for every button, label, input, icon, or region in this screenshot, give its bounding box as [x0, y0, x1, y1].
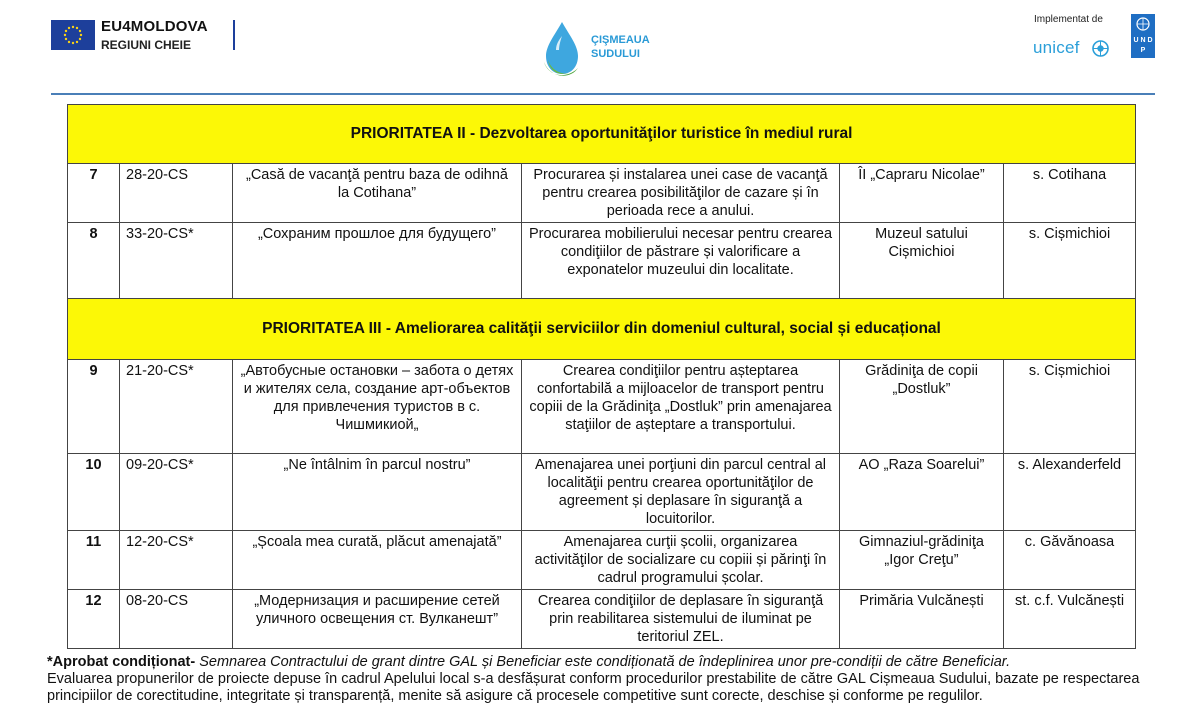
project-beneficiary: Muzeul satului Cișmichioi: [840, 223, 1004, 299]
table-row: [68, 164, 1136, 223]
row-number: 11: [68, 531, 120, 590]
eu-flag-icon: [51, 20, 95, 50]
row-number: 7: [68, 164, 120, 223]
project-description: Amenajarea curţii școlii, organizarea activităţilor de socializare cu copiii și părinţi în cadrul programului școlar.: [522, 531, 840, 590]
table-row: [68, 223, 1136, 299]
project-location: st. c.f. Vulcănești: [1004, 590, 1136, 649]
unicef-logo-text: unicef: [1033, 38, 1080, 57]
undp-letters: U N D P: [1133, 37, 1153, 54]
unicef-globe-icon: [1092, 40, 1109, 57]
eu4moldova-title: EU4MOLDOVA: [101, 18, 208, 35]
conditional-approval-text: Semnarea Contractului de grant dintre GAL și Beneficiar este condiționată de îndeplinirea unor pre-condiții de către Beneficiar.: [195, 654, 1011, 670]
project-beneficiary: Primăria Vulcănești: [840, 590, 1004, 649]
row-number: 10: [68, 454, 120, 531]
project-description: Amenajarea unei porţiuni din parcul central al localităţii pentru crearea oportunităţilor de agreement și deplasare în siguranţă a locuitorilor.: [522, 454, 840, 531]
evaluation-paragraph: Evaluarea propunerilor de proiecte depuse în cadrul Apelului local s-a desfășurat conform procedurilor prestabilite de către GAL Cișmeaua Sudului, bazate pe respectarea principiilor de corectitudine, integritate și transparență, menite să asigure că procesele competitive sunt corecte, deschise și conforme pe regulilor.: [47, 671, 1140, 704]
footer-note: [47, 654, 1157, 705]
water-drop-icon: [540, 20, 584, 78]
project-location: s. Cișmichioi: [1004, 360, 1136, 454]
table-row: [68, 454, 1136, 531]
project-code: 09-20-CS*: [120, 454, 233, 531]
priority-3-heading: PRIORITATEA III - Ameliorarea calităţii serviciilor din domeniul cultural, social și educațional: [68, 299, 1136, 360]
priority-row: [68, 105, 1136, 164]
project-beneficiary: Gimnaziul-grădiniţa „Igor Creţu”: [840, 531, 1004, 590]
header-rule: [51, 93, 1155, 95]
eu4moldova-subtitle: REGIUNI CHEIE: [101, 38, 192, 52]
project-code: 21-20-CS*: [120, 360, 233, 454]
project-title: „Școala mea curată, plăcut amenajată”: [233, 531, 522, 590]
project-title: „Модернизация и расширение сетей уличного освещения ст. Вулканешт”: [233, 590, 522, 649]
project-code: 28-20-CS: [120, 164, 233, 223]
cismeaua-sudului-logo-text: [591, 33, 650, 61]
page-header: [0, 0, 1200, 95]
undp-logo-icon: [1131, 14, 1155, 58]
project-title: „Сохраним прошлое для будущего”: [233, 223, 522, 299]
project-location: s. Cișmichioi: [1004, 223, 1136, 299]
row-number: 8: [68, 223, 120, 299]
conditional-approval-note: [47, 654, 1157, 671]
row-number: 9: [68, 360, 120, 454]
project-beneficiary: AO „Raza Soarelui”: [840, 454, 1004, 531]
priority-2-heading: PRIORITATEA II - Dezvoltarea oportunităţilor turistice în mediul rural: [68, 105, 1136, 164]
cismeaua-line2: SUDULUI: [591, 48, 640, 60]
project-code: 12-20-CS*: [120, 531, 233, 590]
table-row: [68, 360, 1136, 454]
projects-table: [67, 104, 1136, 649]
project-code: 33-20-CS*: [120, 223, 233, 299]
project-description: Crearea condiţiilor de deplasare în siguranţă prin reabilitarea sistemului de iluminat pe teritoriul ZEL.: [522, 590, 840, 649]
table-row: [68, 531, 1136, 590]
project-title: „Автобусные остановки – забота о детях и жителях села, создание арт-объектов для привлечения туристов в с. Чишмикиой„: [233, 360, 522, 454]
project-title: „Casă de vacanţă pentru baza de odihnă la Cotihana”: [233, 164, 522, 223]
project-description: Procurarea și instalarea unei case de vacanţă pentru crearea posibilităţilor de cazare și în perioada rece a anului.: [522, 164, 840, 223]
header-divider: [233, 20, 235, 50]
project-beneficiary: ÎI „Capraru Nicolae”: [840, 164, 1004, 223]
project-beneficiary: Grădiniţa de copii „Dostluk”: [840, 360, 1004, 454]
table-row: [68, 590, 1136, 649]
project-location: s. Alexanderfeld: [1004, 454, 1136, 531]
row-number: 12: [68, 590, 120, 649]
priority-row: [68, 299, 1136, 360]
implemented-by-label: Implementat de: [1034, 14, 1103, 25]
project-location: s. Cotihana: [1004, 164, 1136, 223]
project-title: „Ne întâlnim în parcul nostru”: [233, 454, 522, 531]
cismeaua-line1: ÇIŞMEAUA: [591, 34, 650, 46]
project-description: Procurarea mobilierului necesar pentru crearea condiţiilor de păstrare și valorificare a exponatelor muzeului din localitate.: [522, 223, 840, 299]
project-location: c. Găvănoasa: [1004, 531, 1136, 590]
project-description: Crearea condiţiilor pentru așteptarea confortabilă a mijloacelor de transport pentru copiii de la Grădiniţa „Dostluk” prin amenajarea staţiilor de așteptare a transportului.: [522, 360, 840, 454]
project-code: 08-20-CS: [120, 590, 233, 649]
conditional-approval-label: *Aprobat condiționat-: [47, 654, 196, 670]
